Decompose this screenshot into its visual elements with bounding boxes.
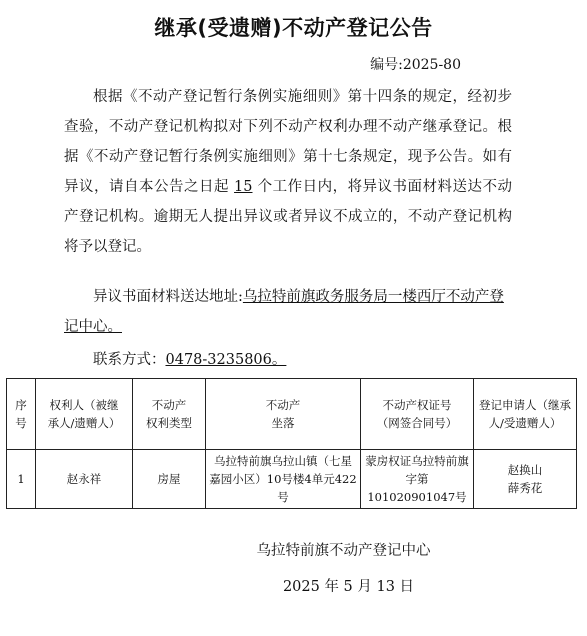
header-owner-line: 权利人（被继 bbox=[49, 398, 119, 412]
header-applicant bbox=[474, 379, 577, 450]
property-table bbox=[6, 378, 577, 509]
header-type-line: 不动产 bbox=[151, 398, 187, 412]
table-header-row bbox=[7, 379, 577, 450]
header-applicant-line: 人/受遗赠人） bbox=[488, 416, 562, 430]
header-owner bbox=[36, 379, 133, 450]
notice-body bbox=[64, 82, 512, 262]
header-seq-line: 号 bbox=[15, 416, 27, 430]
issuing-organization: 乌拉特前旗不动产登记中心 bbox=[256, 543, 431, 559]
header-location-line: 坐落 bbox=[271, 416, 295, 430]
applicant-name: 赵换山 bbox=[507, 463, 543, 477]
header-owner-line: 承人/遗赠人） bbox=[47, 416, 121, 430]
address-value: 乌拉特前旗政务服务局一楼西厅不动产登记中心。 bbox=[64, 289, 504, 335]
cell-seq: 1 bbox=[7, 450, 36, 509]
header-location bbox=[206, 379, 361, 450]
header-cert-line: 不动产权证号 bbox=[382, 398, 452, 412]
contact-info bbox=[64, 345, 286, 375]
objection-days: 15 bbox=[234, 179, 253, 195]
header-location-line: 不动产 bbox=[265, 398, 301, 412]
notice-title: 继承(受遗赠)不动产登记公告 bbox=[154, 16, 433, 40]
address-label: 异议书面材料送达地址: bbox=[93, 289, 243, 305]
cell-applicants bbox=[474, 450, 577, 509]
document-number: 编号:2025-80 bbox=[370, 57, 461, 73]
cell-right-type: 房屋 bbox=[133, 450, 206, 509]
table-row bbox=[7, 450, 577, 509]
issue-date: 2025 年 5 月 13 日 bbox=[282, 579, 415, 595]
cell-cert-no: 蒙房权证乌拉特前旗字第101020901047号 bbox=[361, 450, 474, 509]
cell-owner: 赵永祥 bbox=[36, 450, 133, 509]
notice-body-part2: 个工作日内，将异议书面材料送达不动产登记机构。逾期无人提出异议或者异议不成立的，不动产登记机构将予以登记。 bbox=[64, 179, 513, 255]
cell-location: 乌拉特前旗乌拉山镇（七星嘉园小区）10号楼4单元422号 bbox=[206, 450, 361, 509]
header-cert-no bbox=[361, 379, 474, 450]
header-seq-line: 序 bbox=[15, 398, 27, 412]
header-cert-line: （网签合同号） bbox=[376, 416, 458, 430]
contact-label: 联系方式： bbox=[93, 352, 166, 368]
applicant-name: 薛秀花 bbox=[507, 481, 543, 495]
header-type-line: 权利类型 bbox=[146, 416, 192, 430]
notice-body-part1: 根据《不动产登记暂行条例实施细则》第十四条的规定，经初步查验，不动产登记机构拟对下列不动产权利办理不动产继承登记。根据《不动产登记暂行条例实施细则》第十七条规定，现予公告。如有异议，请自本公告之日起 bbox=[64, 89, 512, 195]
header-applicant-line: 登记申请人（继承 bbox=[479, 398, 571, 412]
objection-address bbox=[64, 282, 512, 342]
contact-phone: 0478-3235806。 bbox=[165, 352, 287, 368]
header-right-type bbox=[133, 379, 206, 450]
header-seq bbox=[7, 379, 36, 450]
